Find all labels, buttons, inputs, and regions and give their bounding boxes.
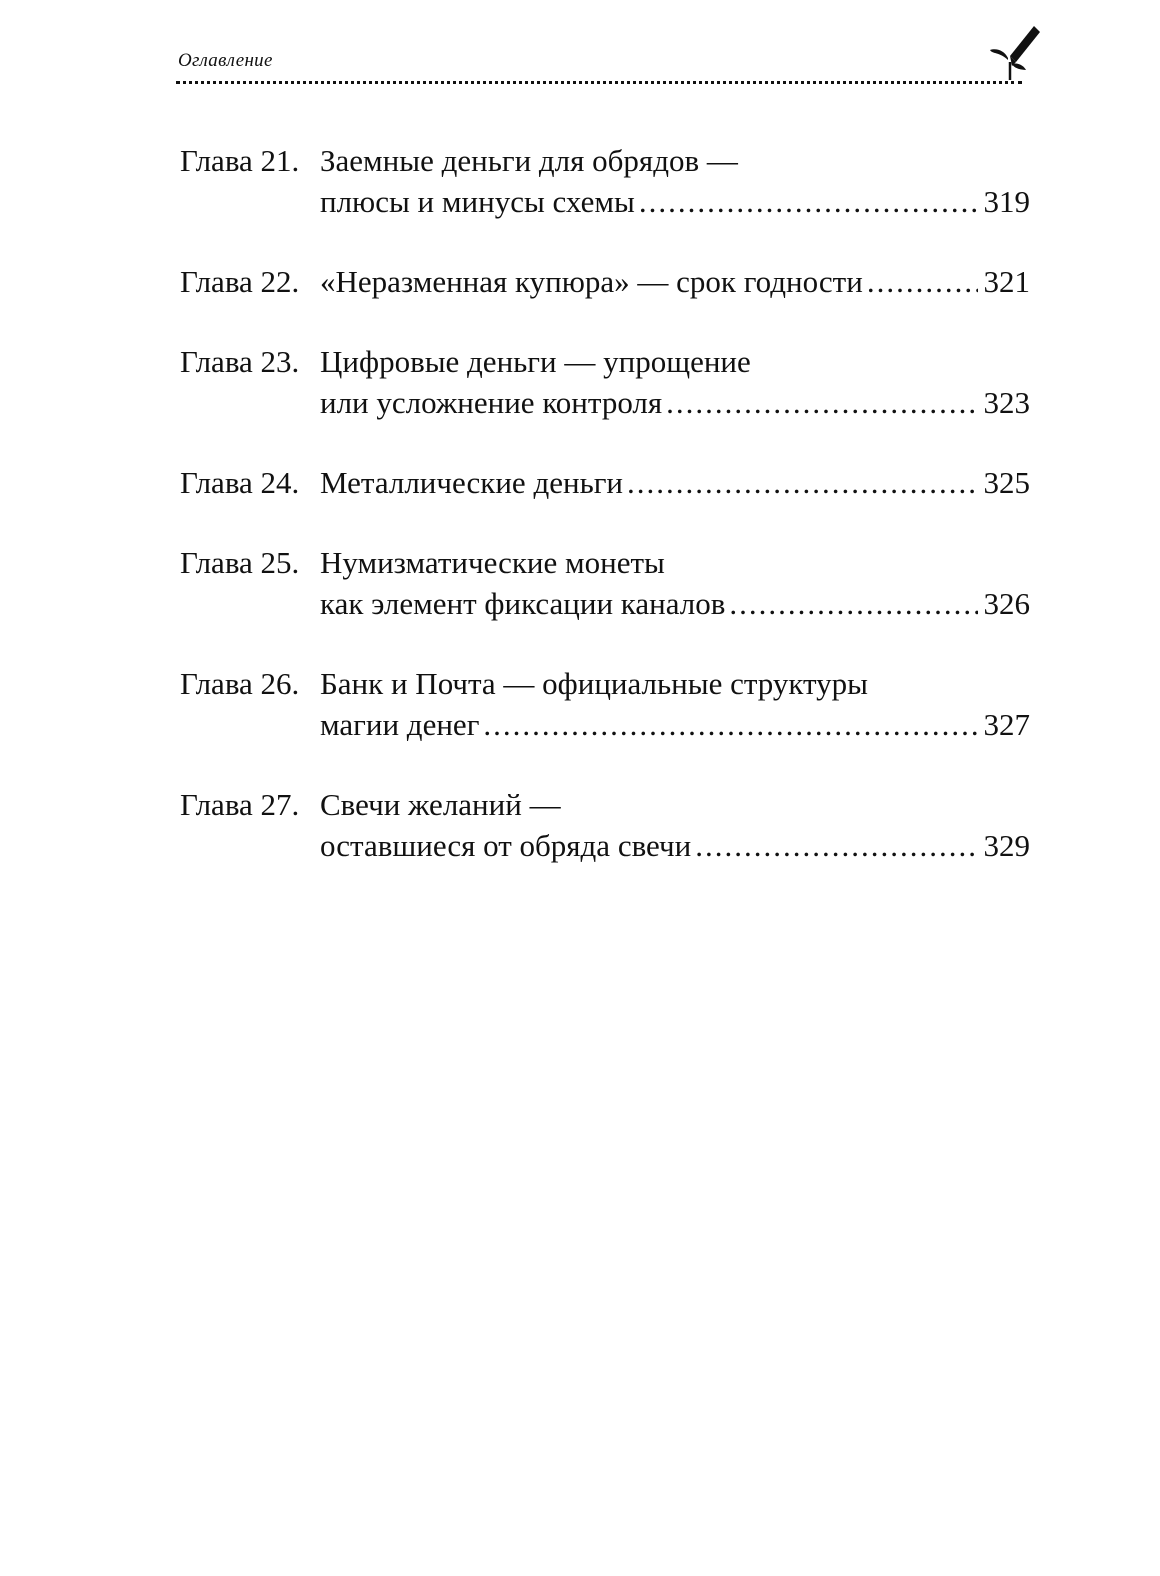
page-number: 323 bbox=[983, 385, 1030, 420]
toc-entry-26[interactable] bbox=[180, 663, 1030, 745]
chapter-title-line-2: оставшиеся от обряда свечи bbox=[320, 828, 692, 863]
page-number: 325 bbox=[983, 465, 1030, 500]
toc-entry-23[interactable] bbox=[180, 341, 1030, 423]
table-of-contents bbox=[180, 140, 1030, 905]
chapter-title-line-2: магии денег bbox=[320, 707, 480, 742]
chapter-title-line-1: Цифровые деньги — упрощение bbox=[320, 344, 751, 379]
dot-leader bbox=[695, 825, 977, 866]
quill-sprout-icon bbox=[988, 22, 1044, 84]
toc-entry-24[interactable] bbox=[180, 462, 1030, 503]
toc-entry-21[interactable] bbox=[180, 140, 1030, 222]
page-number: 327 bbox=[983, 707, 1030, 742]
chapter-title-line-1: Нумизматические монеты bbox=[320, 545, 665, 580]
page-number: 326 bbox=[983, 586, 1030, 621]
chapter-title-line-1: Свечи желаний — bbox=[320, 787, 561, 822]
chapter-title-line-2: или усложнение контроля bbox=[320, 385, 663, 420]
toc-entry-25[interactable] bbox=[180, 542, 1030, 624]
page-number: 319 bbox=[983, 184, 1030, 219]
dot-leader bbox=[729, 583, 977, 624]
chapter-number: Глава 24. bbox=[180, 465, 300, 500]
running-head-title: Оглавление bbox=[178, 50, 273, 71]
header-dotted-rule bbox=[176, 81, 1022, 84]
chapter-number: Глава 25. bbox=[180, 545, 300, 580]
dot-leader bbox=[639, 181, 978, 222]
chapter-number: Глава 27. bbox=[180, 787, 300, 822]
chapter-title-line-1: Металлические деньги bbox=[320, 465, 624, 500]
chapter-number: Глава 21. bbox=[180, 143, 300, 178]
dot-leader bbox=[867, 261, 978, 302]
chapter-title-line-1: «Неразменная купюра» — срок годности bbox=[320, 264, 863, 299]
dot-leader bbox=[666, 382, 977, 423]
chapter-title-line-2: плюсы и минусы схемы bbox=[320, 184, 635, 219]
page-number: 329 bbox=[983, 828, 1030, 863]
chapter-number: Глава 26. bbox=[180, 666, 300, 701]
chapter-number: Глава 22. bbox=[180, 264, 300, 299]
dot-leader bbox=[627, 462, 977, 503]
chapter-title-line-1: Заемные деньги для обрядов — bbox=[320, 143, 738, 178]
page-number: 321 bbox=[983, 264, 1030, 299]
chapter-title-line-1: Банк и Почта — официальные структуры bbox=[320, 666, 868, 701]
chapter-title-line-2: как элемент фиксации каналов bbox=[320, 586, 726, 621]
chapter-number: Глава 23. bbox=[180, 344, 300, 379]
toc-entry-22[interactable] bbox=[180, 261, 1030, 302]
dot-leader bbox=[483, 704, 977, 745]
toc-entry-27[interactable] bbox=[180, 784, 1030, 866]
